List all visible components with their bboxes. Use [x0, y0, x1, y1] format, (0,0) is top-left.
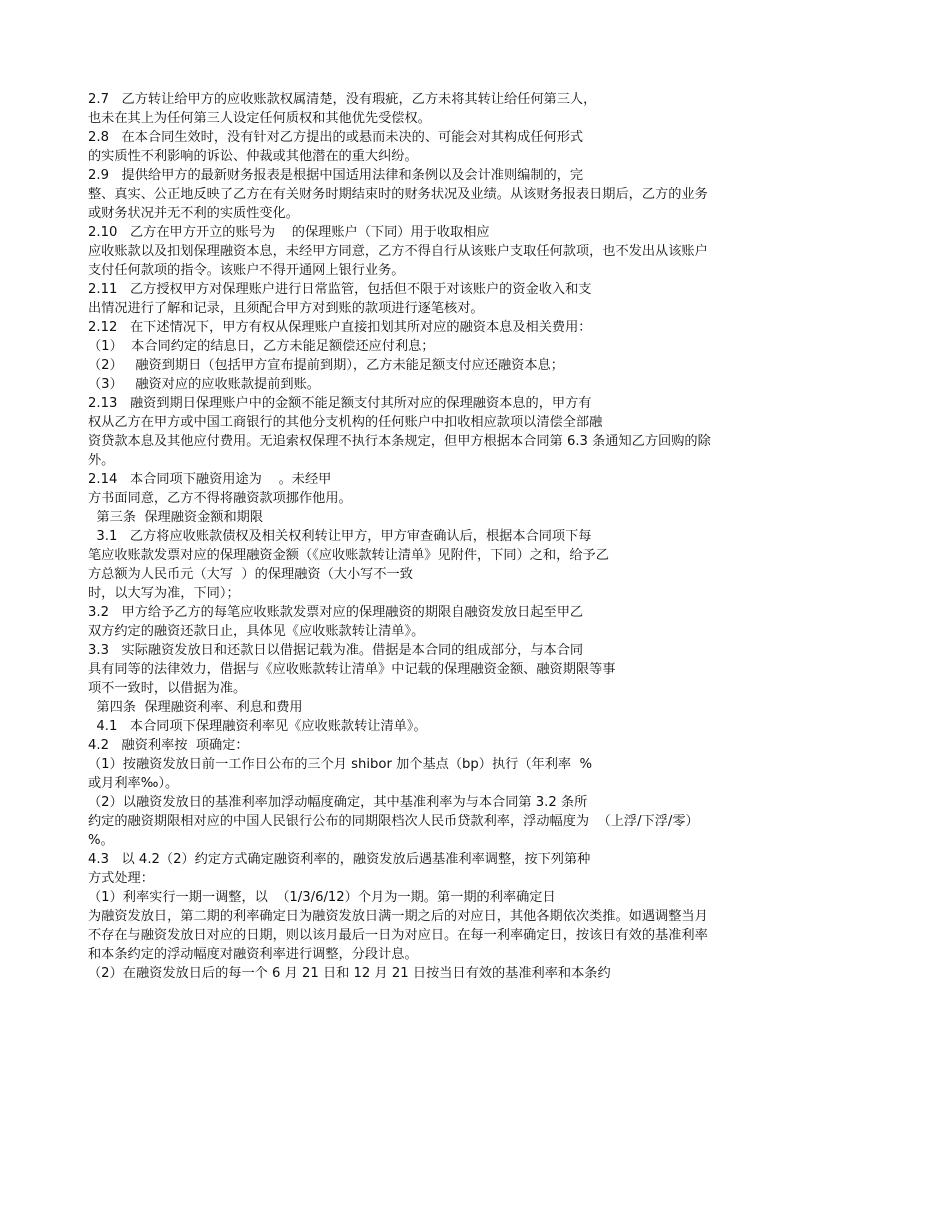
text-line: 具有同等的法律效力，借据与《应收账款转让清单》中记载的保理融资金额、融资期限等事 — [88, 662, 616, 677]
text-line: 外。 — [88, 453, 115, 468]
text-line: 应收账款以及扣划保理融资本息，未经甲方同意，乙方不得自行从该账户支取任何款项，也不发出从该账户 — [88, 244, 708, 259]
text-line: （2）以融资发放日的基准利率加浮动幅度确定，其中基准利率为与本合同第 3.2 条所 — [88, 795, 588, 810]
text-line: 3.3 实际融资发放日和还款日以借据记载为准。借据是本合同的组成部分，与本合同 — [88, 643, 584, 658]
text-line: 2.9 提供给甲方的最新财务报表是根据中国适用法律和条例以及会计准则编制的，完 — [88, 168, 584, 183]
section-heading: 第四条 保理融资利率、利息和费用 — [88, 700, 303, 715]
text-line: 方总额为人民币元（大写 ）的保理融资（大小写不一致 — [88, 567, 413, 582]
text-line: 或月利率‰）。 — [88, 776, 179, 791]
text-line: 4.1 本合同项下保理融资利率见《应收账款转让清单》。 — [88, 719, 427, 734]
text-line: （2） 融资到期日（包括甲方宣布提前到期），乙方未能足额支付应还融资本息； — [88, 358, 564, 373]
text-line: 整、真实、公正地反映了乙方在有关财务时期结束时的财务状况及业绩。从该财务报表日期后，乙方的业务 — [88, 187, 708, 202]
text-line: 支付任何款项的指令。该账户不得开通网上银行业务。 — [88, 263, 405, 278]
text-line: 出情况进行了解和记录，且须配合甲方对到账的款项进行逐笔核对。 — [88, 301, 484, 316]
text-line: 2.8 在本合同生效时，没有针对乙方提出的或悬而未决的、可能会对其构成任何形式 — [88, 130, 584, 145]
text-line: 3.2 甲方给予乙方的每笔应收账款发票对应的保理融资的期限自融资发放日起至甲乙 — [88, 605, 584, 620]
text-line: 4.2 融资利率按 项确定： — [88, 738, 249, 753]
text-line: %。 — [88, 833, 114, 848]
text-line: （2）在融资发放日后的每一个 6 月 21 日和 12 月 21 日按当日有效的基准利率和本条约 — [88, 966, 611, 981]
text-line: 方书面同意，乙方不得将融资款项挪作他用。 — [88, 491, 352, 506]
text-line: 2.11 乙方授权甲方对保理账户进行日常监管，包括但不限于对该账户的资金收入和支 — [88, 282, 592, 297]
text-line: 笔应收账款发票对应的保理融资金额（《应收账款转让清单》见附件，下同）之和，给予乙 — [88, 548, 609, 563]
text-line: 为融资发放日，第二期的利率确定日为融资发放日满一期之后的对应日，其他各期依次类推。如遇调整当月 — [88, 909, 708, 924]
text-line: 2.12 在下述情况下，甲方有权从保理账户直接扣划其所对应的融资本息及相关费用： — [88, 320, 592, 335]
text-line: 项不一致时，以借据为准。 — [88, 681, 247, 696]
text-line: 方式处理： — [88, 871, 154, 886]
text-line: 2.10 乙方在甲方开立的账号为 的保理账户（下同）用于收取相应 — [88, 225, 490, 240]
text-line: 权从乙方在甲方或中国工商银行的其他分支机构的任何账户中扣收相应款项以清偿全部融 — [88, 415, 603, 430]
text-line: 和本条约定的浮动幅度对融资利率进行调整，分段计息。 — [88, 947, 418, 962]
text-line: 2.14 本合同项下融资用途为 。未经甲 — [88, 472, 332, 487]
text-line: 2.7 乙方转让给甲方的应收账款权属清楚，没有瑕疵，乙方未将其转让给任何第三人， — [88, 92, 597, 107]
text-line: （3） 融资对应的应收账款提前到账。 — [88, 377, 320, 392]
text-line: 约定的融资期限相对应的中国人民银行公布的同期限档次人民币贷款利率，浮动幅度为 （上浮/下浮/零） — [88, 814, 699, 829]
section-heading: 第三条 保理融资金额和期限 — [88, 510, 264, 525]
text-line: 2.13 融资到期日保理账户中的金额不能足额支付其所对应的保理融资本息的，甲方有 — [88, 396, 592, 411]
text-line: 双方约定的融资还款日止，具体见《应收账款转让清单》。 — [88, 624, 425, 639]
text-line: 或财务状况并无不利的实质性变化。 — [88, 206, 299, 221]
text-line: 不存在与融资发放日对应的日期，则以该月最后一日为对应日。在每一利率确定日，按该日有效的基准利率 — [88, 928, 708, 943]
text-line: 资贷款本息及其他应付费用。无追索权保理不执行本条规定，但甲方根据本合同第 6.3 条通知乙方回购的除 — [88, 434, 711, 449]
text-line: 3.1 乙方将应收账款债权及相关权利转让甲方，甲方审查确认后，根据本合同项下每 — [88, 529, 592, 544]
text-line: 时，以大写为准，下同）； — [88, 586, 240, 601]
text-line: 也未在其上为任何第三人设定任何质权和其他优先受偿权。 — [88, 111, 431, 126]
text-line: （1） 本合同约定的结息日，乙方未能足额偿还应付利息； — [88, 339, 435, 354]
document-body — [88, 90, 868, 983]
text-line: 4.3 以 4.2（2）约定方式确定融资利率的，融资发放后遇基准利率调整，按下列第种 — [88, 852, 591, 867]
text-line: （1）利率实行一期一调整，以 （1/3/6/12）个月为一期。第一期的利率确定日 — [88, 890, 556, 905]
text-line: （1）按融资发放日前一工作日公布的三个月 shibor 加个基点（bp）执行（年利率 % — [88, 757, 592, 772]
text-line: 的实质性不利影响的诉讼、仲裁或其他潜在的重大纠纷。 — [88, 149, 418, 164]
